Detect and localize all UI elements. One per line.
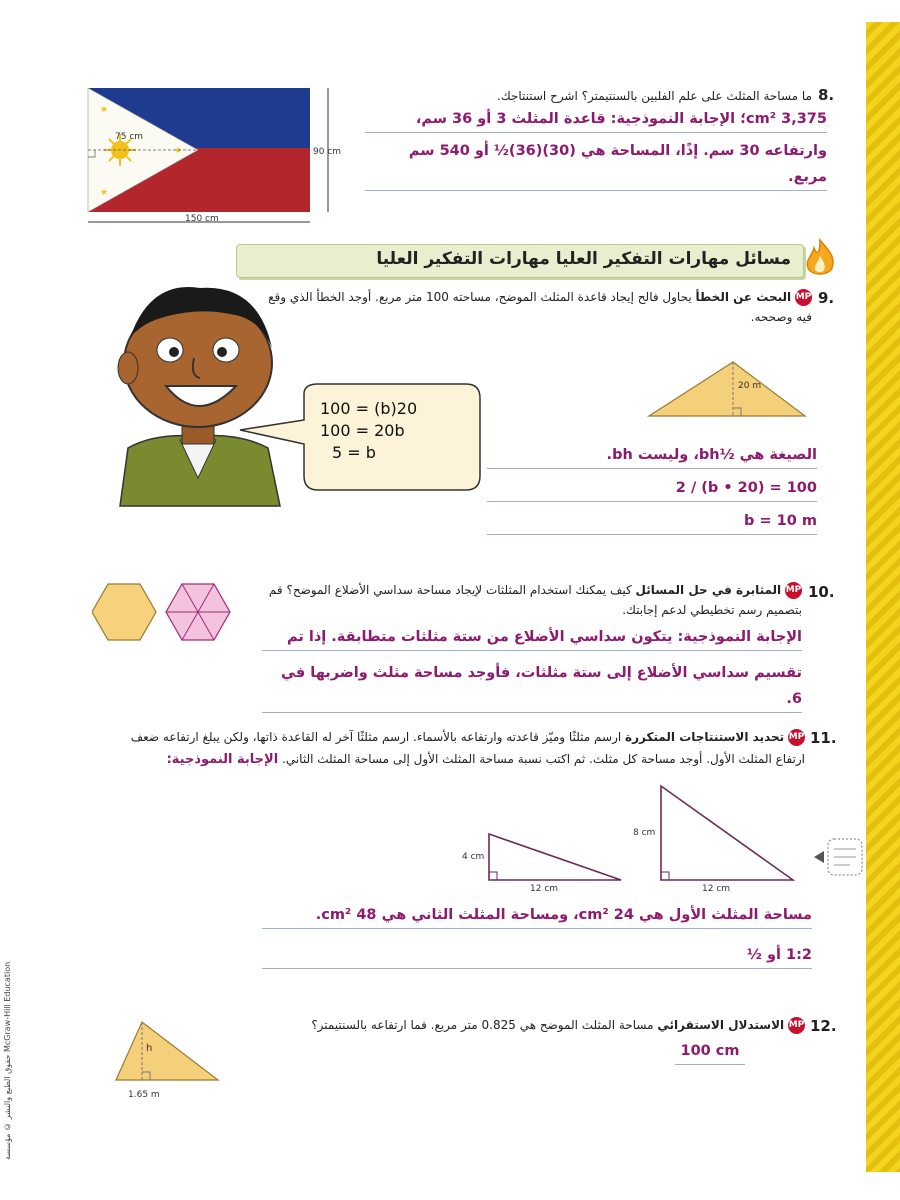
- mp-tag-icon: MP: [785, 582, 802, 599]
- question-9-text: يحاول فالح إيجاد قاعدة المثلث الموضح، مساحته 100 متر مربع. أوجد الخطأ الذي وقع فيه وصححه.: [268, 290, 812, 324]
- q12-base-label: 1.65 m: [128, 1090, 160, 1100]
- svg-text:★: ★: [100, 105, 109, 115]
- question-12-answer: 100 cm: [675, 1038, 745, 1065]
- hots-banner-title: مسائل مهارات التفكير العليا مهارات التفكير العليا: [376, 249, 791, 269]
- tri1-base-label: 12 cm: [530, 884, 559, 894]
- q9-height-label: 20 m: [738, 381, 762, 391]
- question-8-answer-line-2: وارتفاعه 30 سم. إذًا، المساحة هي (30)(36)½ أو 540 سم مربع.: [365, 138, 827, 191]
- question-number-9: 9.: [818, 289, 835, 307]
- question-11-answer-line-2: 1:2 أو ½: [262, 942, 812, 969]
- question-11-text: ارسم مثلثًا وميّز قاعدته وارتفاعه بالأسماء. ارسم مثلثًا آخر له القاعدة ذاتها، ولكن يبلغ ارتفاعه ضعف ارتفاع المثلث الأول. أوجد مساحة كل مثلث. ثم اكتب نسبة مساحة المثلث الأول إلى مساحة المثلث الثاني.: [130, 730, 805, 766]
- question-11-answer-line-1: مساحة المثلث الأول هي 24 cm²، ومساحة المثلث الثاني هي 48 cm².: [262, 902, 812, 929]
- flag-width-label: 150 cm: [185, 214, 219, 224]
- question-10-answer-line-1: الإجابة النموذجية: يتكون سداسي الأضلاع من ستة مثلثات متطابقة. إذا تم: [262, 624, 802, 651]
- question-8-text: ما مساحة المثلث على علم الفلبين بالسنتيمتر؟ اشرح استنتاجك.: [497, 89, 812, 103]
- question-9-label: البحث عن الخطأ: [695, 290, 792, 304]
- flag-height-label: 90 cm: [313, 147, 342, 157]
- hots-banner: [236, 244, 804, 278]
- question-10-label: المثابرة في حل المسائل: [635, 583, 782, 597]
- triangle-figure-q9: [645, 358, 810, 420]
- tri2-base-label: 12 cm: [702, 884, 731, 894]
- mp-tag-icon: MP: [788, 1017, 805, 1034]
- question-number-12: 12.: [810, 1017, 837, 1035]
- question-10-answer-line-2: تقسيم سداسي الأضلاع إلى ستة مثلثات، فأوجد مساحة مثلث واضربها في 6.: [262, 660, 802, 713]
- svg-text:★: ★: [174, 146, 183, 156]
- decorative-stripe: [866, 22, 900, 1172]
- bubble-line-1: 100 = (b)20: [320, 399, 418, 418]
- annotation-note-icon: [810, 835, 866, 881]
- philippines-flag-figure: [80, 82, 365, 232]
- question-8-answer-line-1: 3,375 cm²؛ الإجابة النموذجية: قاعدة المثلث 3 أو 36 سم،: [365, 106, 827, 133]
- svg-text:★: ★: [100, 188, 109, 198]
- hexagon-figures: [92, 582, 237, 642]
- triangle-figure-q12: [112, 1018, 222, 1084]
- question-12-body: [262, 1015, 805, 1035]
- flag-triangle-label: 75 cm: [115, 132, 144, 142]
- question-11-label: تحديد الاستنتاجات المتكررة: [625, 730, 785, 744]
- question-10-text: كيف يمكنك استخدام المثلثات لإيجاد مساحة سداسي الأضلاع الموضح؟ قم بتصميم رسم تخطيطي لدعم إجابتك.: [268, 583, 802, 617]
- mp-tag-icon: MP: [795, 289, 812, 306]
- question-9-answer-line-1: الصيغة هي ½bh، وليست bh.: [487, 442, 817, 469]
- question-number-8: 8.: [818, 86, 835, 104]
- question-11-body: [120, 727, 805, 773]
- bubble-line-3: 5 = b: [332, 443, 376, 462]
- tri2-height-label: 8 cm: [633, 828, 656, 838]
- question-9-answer-line-3: b = 10 m: [487, 508, 817, 535]
- bubble-equations: [320, 398, 417, 464]
- question-11-model-label: الإجابة النموذجية:: [166, 752, 279, 767]
- question-number-10: 10.: [808, 583, 835, 601]
- question-number-11: 11.: [810, 729, 837, 747]
- copyright-sidebar: حقوق الطبع والنشر © مؤسسة McGraw-Hill Education: [3, 961, 12, 1160]
- mp-tag-icon: MP: [788, 729, 805, 746]
- tri1-height-label: 4 cm: [462, 852, 485, 862]
- flame-icon: [802, 238, 838, 278]
- q12-height-label: h: [146, 1043, 153, 1054]
- question-10-body: [262, 580, 802, 620]
- bubble-line-2: 100 = 20b: [320, 421, 405, 440]
- question-9-answer-line-2: 100 = (b • 20) / 2: [487, 475, 817, 502]
- question-9-body: [262, 287, 812, 327]
- question-12-text: مساحة المثلث الموضح هي 0.825 متر مربع. فما ارتفاعه بالسنتيمتر؟: [311, 1018, 654, 1032]
- question-12-label: الاستدلال الاستقرائي: [657, 1018, 785, 1032]
